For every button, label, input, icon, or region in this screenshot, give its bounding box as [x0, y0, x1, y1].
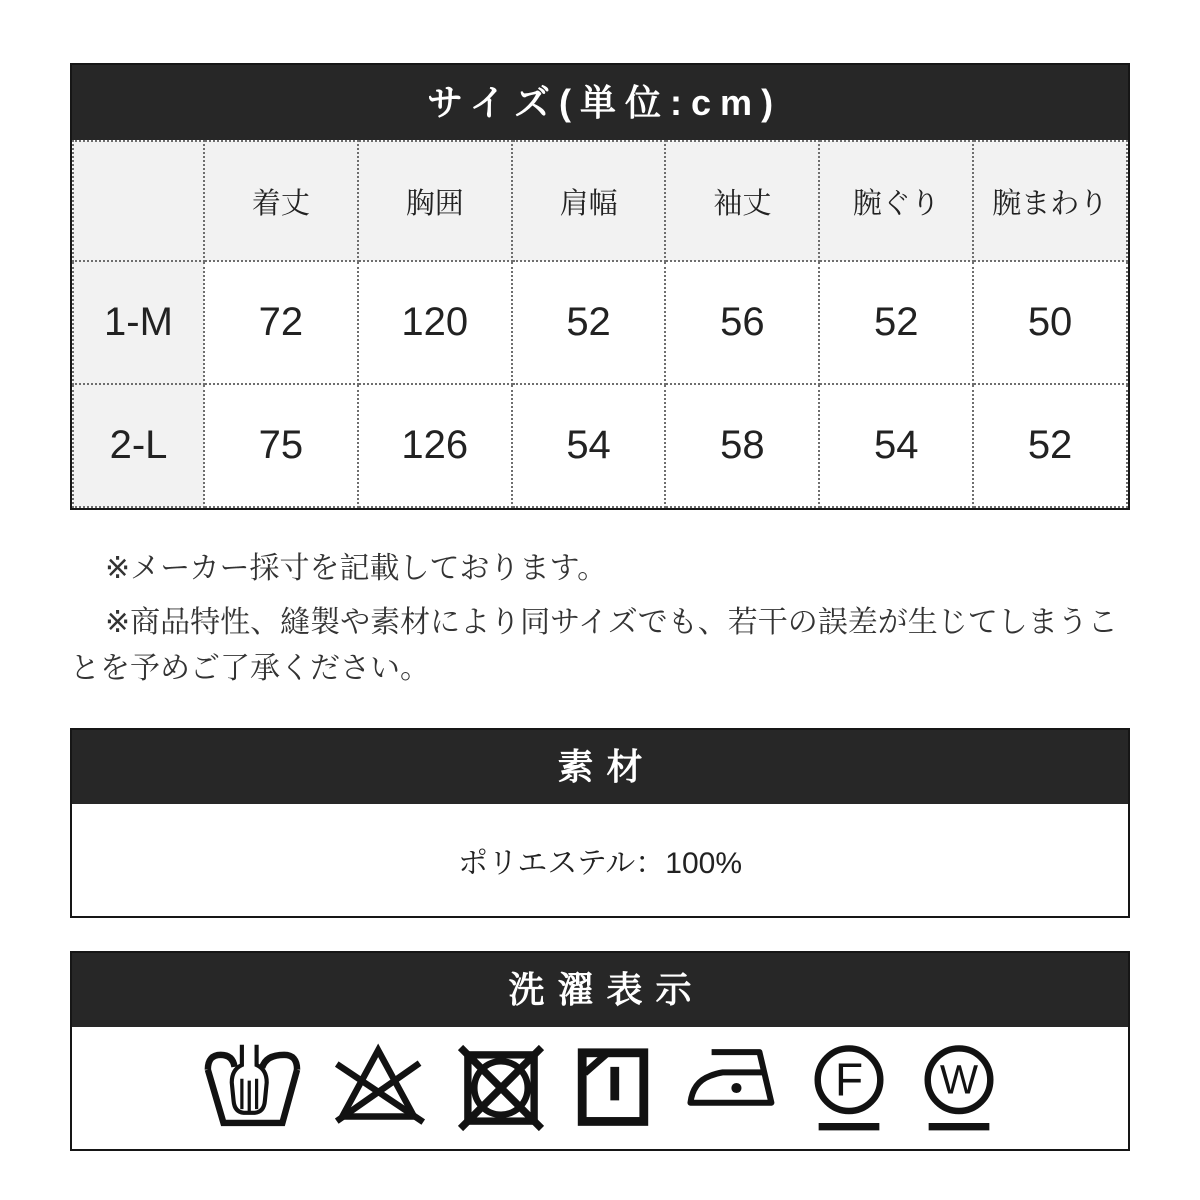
- care-icons: [72, 1027, 1128, 1149]
- row-label: 1-M: [73, 261, 204, 384]
- size-value-cell: 120: [358, 261, 512, 384]
- material-value: ポリエステル：100%: [457, 846, 743, 880]
- measurement-notes: [70, 546, 1130, 692]
- row-label: 2-L: [73, 384, 204, 507]
- do-not-tumble-dry-icon: [451, 1042, 551, 1134]
- size-table-header-row: [73, 141, 1127, 261]
- col-header-chakutake: 着丈: [204, 141, 358, 261]
- size-value-cell: 56: [665, 261, 819, 384]
- material-title: 素材: [72, 730, 1128, 804]
- size-panel: [70, 63, 1130, 510]
- iron-low-heat-icon: [675, 1042, 785, 1134]
- size-value-cell: 75: [204, 384, 358, 507]
- size-table: [72, 140, 1128, 508]
- size-value-cell: 54: [819, 384, 973, 507]
- svg-text:F: F: [834, 1053, 864, 1106]
- size-row-2l: [73, 384, 1127, 507]
- size-value-cell: 52: [819, 261, 973, 384]
- size-table-title: サイズ(単位:cm): [72, 65, 1128, 140]
- size-value-cell: 54: [512, 384, 666, 507]
- note-maker: ※メーカー採寸を記載しております。: [105, 552, 608, 585]
- size-row-1m: [73, 261, 1127, 384]
- do-not-bleach-icon: [327, 1042, 433, 1134]
- col-header-sodetake: 袖丈: [665, 141, 819, 261]
- wet-clean-w-gentle-icon: [913, 1042, 1005, 1134]
- dry-clean-f-gentle-icon: [803, 1042, 895, 1134]
- note-tolerance: ※商品特性、縫製や素材により同サイズでも、若干の誤差が生じてしまうことを予めご了承ください。: [70, 605, 1118, 685]
- col-header-katahaba: 肩幅: [512, 141, 666, 261]
- size-value-cell: 52: [973, 384, 1127, 507]
- size-value-cell: 72: [204, 261, 358, 384]
- size-value-cell: 126: [358, 384, 512, 507]
- size-value-cell: 52: [512, 261, 666, 384]
- care-panel: [70, 951, 1130, 1151]
- col-header-udemawari: 腕まわり: [973, 141, 1127, 261]
- col-header-udeguri: 腕ぐり: [819, 141, 973, 261]
- line-dry-in-shade-icon: [569, 1042, 657, 1134]
- col-header-kyoui: 胸囲: [358, 141, 512, 261]
- hand-wash-icon: [195, 1042, 309, 1134]
- size-value-cell: 50: [973, 261, 1127, 384]
- care-title: 洗濯表示: [72, 953, 1128, 1027]
- corner-cell: [73, 141, 204, 261]
- size-value-cell: 58: [665, 384, 819, 507]
- material-panel: [70, 728, 1130, 918]
- svg-text:W: W: [939, 1056, 979, 1103]
